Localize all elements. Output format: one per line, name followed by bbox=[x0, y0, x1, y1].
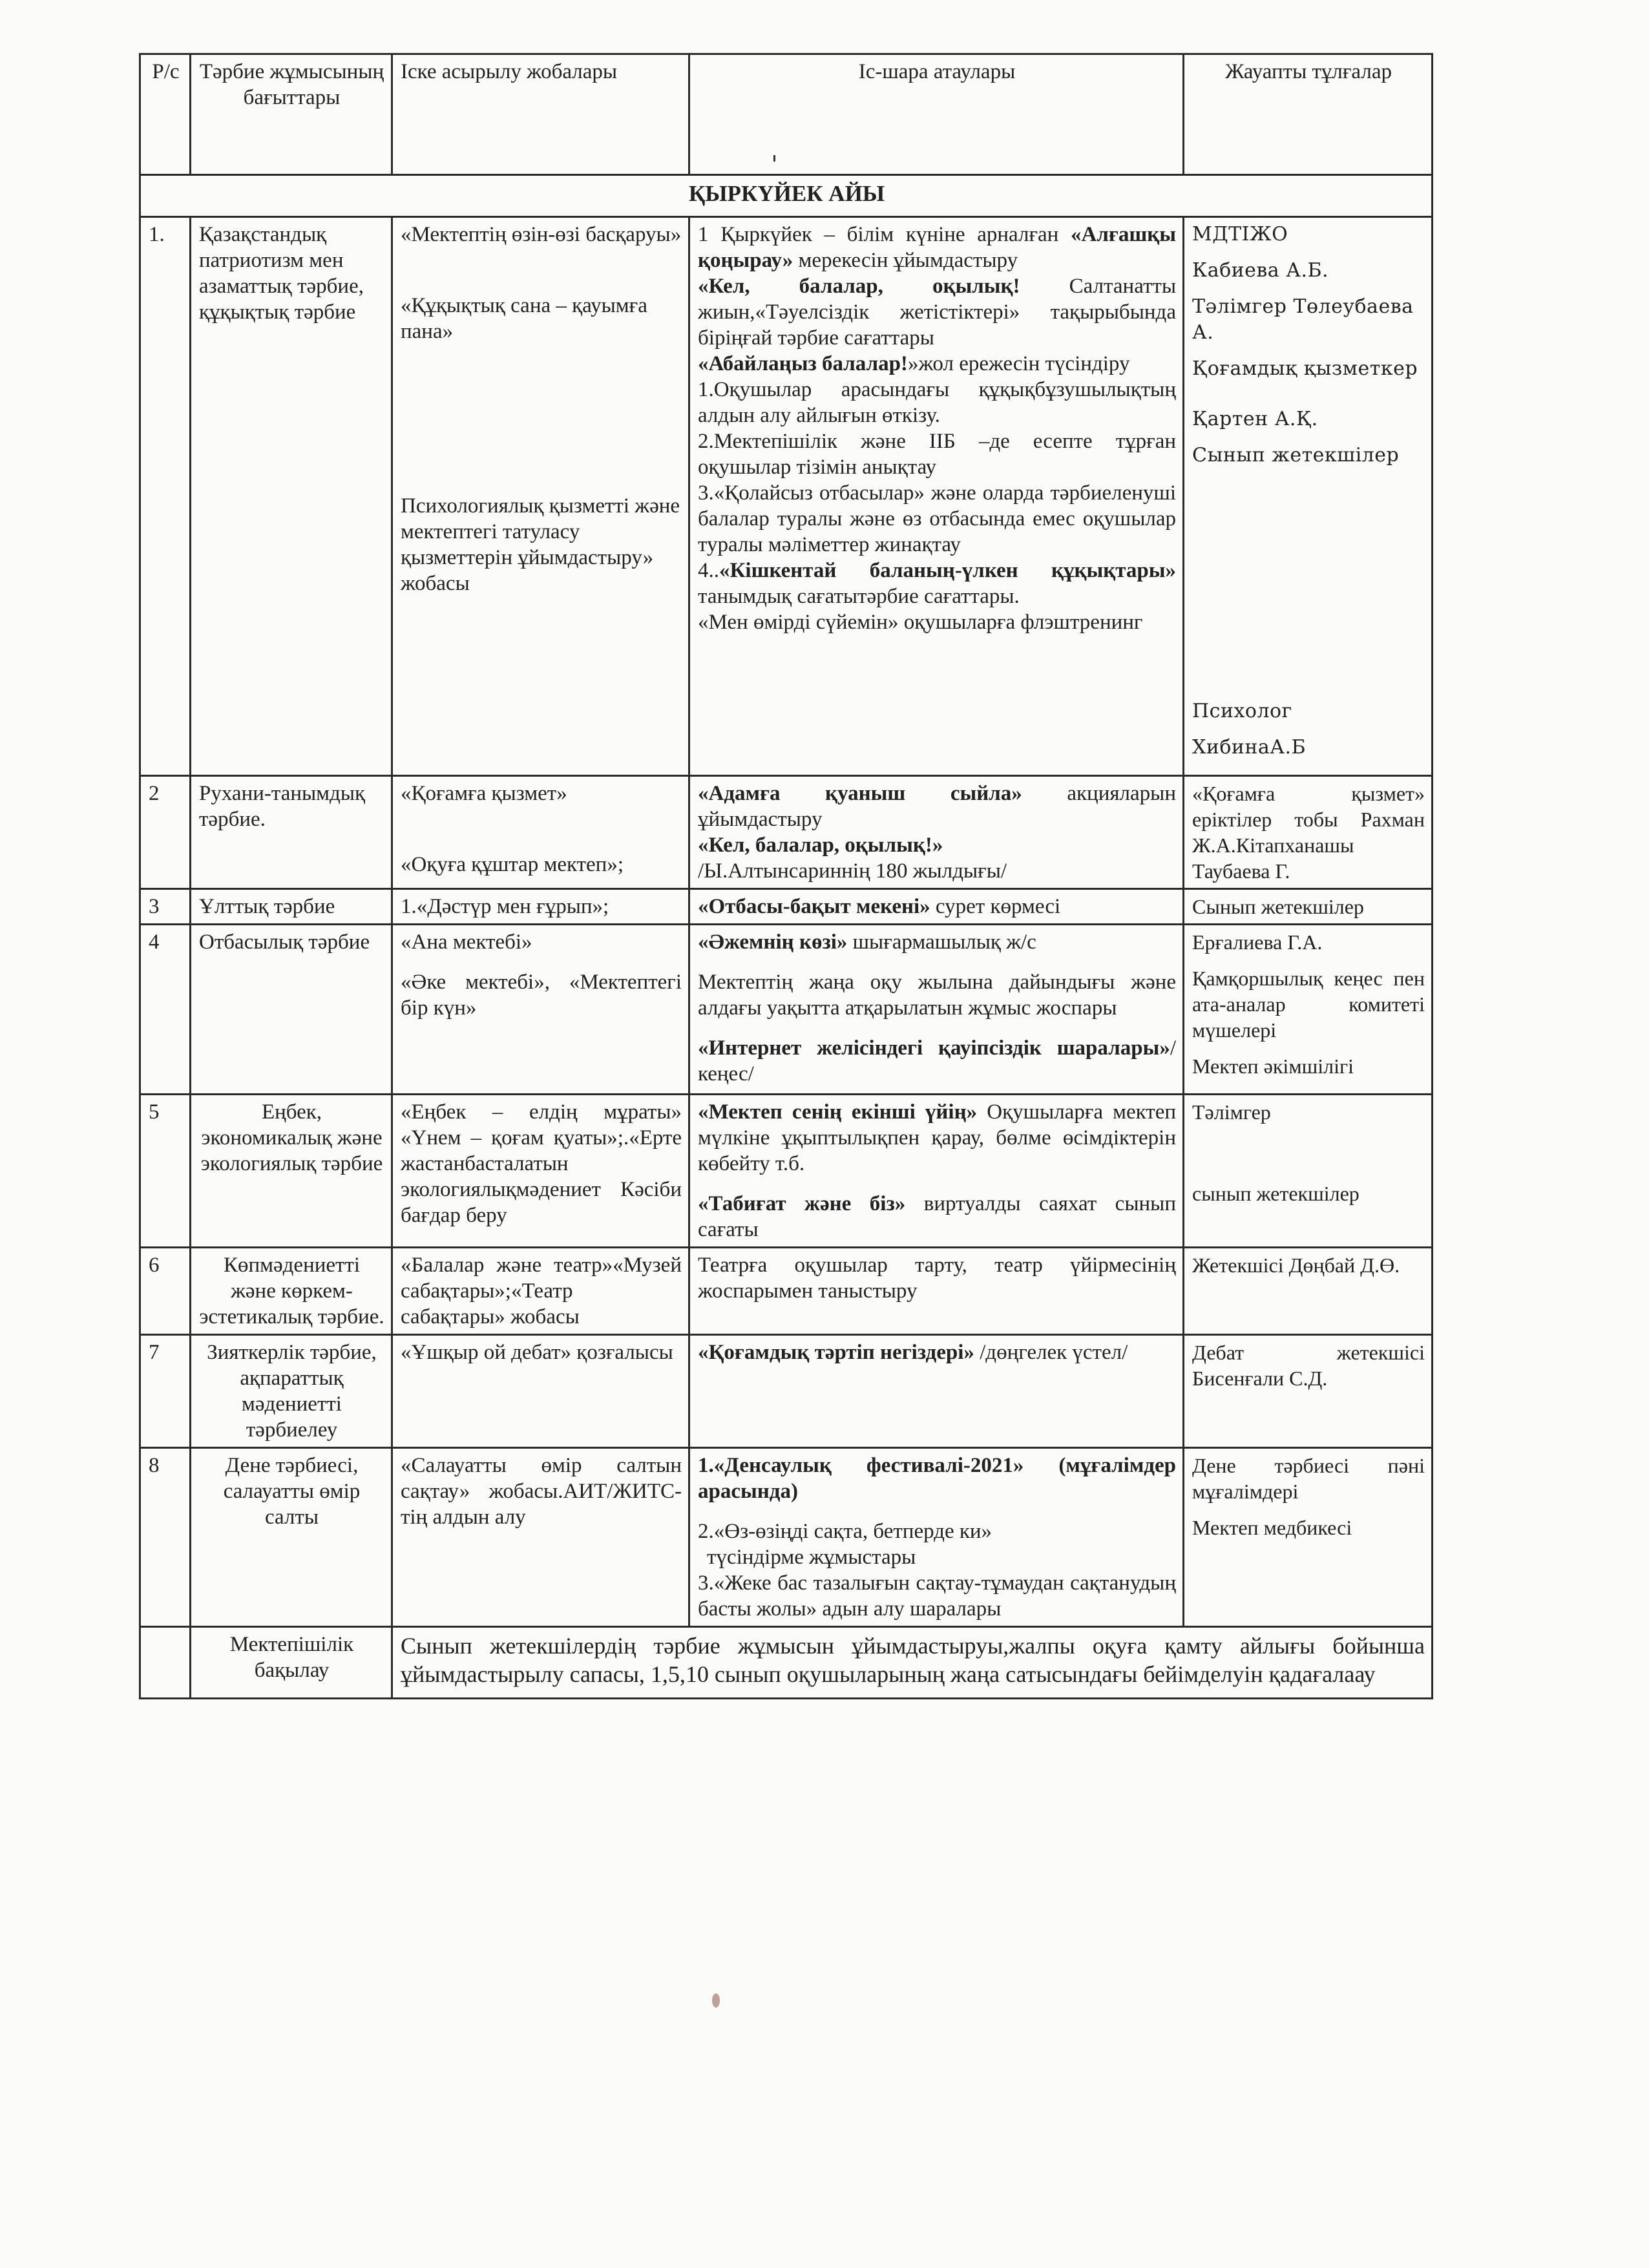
project-item: Психологиялық қызметті және мектептегі татуласу қызметтерін ұйымдастыру» жобасы bbox=[401, 494, 680, 595]
project-item: «Құқықтық сана – қауымға пана» bbox=[401, 294, 647, 343]
table-row bbox=[140, 1248, 1433, 1335]
row-responsible: Сынып жетекшілер bbox=[1184, 889, 1433, 925]
table-row bbox=[140, 217, 1433, 776]
table-row bbox=[140, 1335, 1433, 1448]
header-projects: Іске асырылу жобалары bbox=[392, 54, 689, 175]
responsible-item: Қоғамдық қызметкер bbox=[1192, 357, 1418, 380]
event-text: 1.Оқушылар арасындағы құқықбұзушылықтың алдын алу айлығын өткізу. bbox=[698, 378, 1176, 427]
row-responsible bbox=[1184, 1448, 1433, 1627]
row-projects bbox=[392, 217, 689, 776]
row-projects bbox=[392, 889, 689, 925]
project-item: «Мектептің өзін-өзі басқаруы» bbox=[401, 223, 682, 246]
row-num bbox=[140, 1627, 191, 1699]
event-text: Мектептің жаңа оқу жылына дайындығы және алдағы уақытта атқарылатын жұмыс жоспары bbox=[698, 971, 1176, 1020]
event-text: «Кел, балалар, оқылық! Салтанатты жиын,«Тәуелсіздік жетістіктері» тақырыбында біріңғай тәрбие сағаттары bbox=[698, 275, 1176, 350]
project-item: «Ана мектебі» bbox=[401, 930, 532, 954]
table-header-row bbox=[140, 54, 1433, 175]
control-text: Сынып жетекшілердің тәрбие жұмысын ұйымдастыруы,жалпы оқуға қамту айлығы бойынша ұйымдастырылу сапасы, 1,5,10 сынып оқушыларының жаңа сатысындағы бейімделуін қадағалаау bbox=[392, 1627, 1433, 1699]
row-events bbox=[689, 217, 1184, 776]
responsible-item: Сынып жетекшілер bbox=[1192, 444, 1400, 467]
project-item: 1.«Дәстүр мен ғұрып»; bbox=[401, 895, 609, 918]
event-text: /Ы.Алтынсариннің 180 жылдығы/ bbox=[698, 859, 1007, 883]
row-responsible: Дебат жетекшісі Бисенғали С.Д. bbox=[1184, 1335, 1433, 1448]
responsible-item: Дене тәрбиесі пәні мұғалімдері bbox=[1192, 1454, 1425, 1503]
row-events bbox=[689, 1248, 1184, 1335]
row-projects bbox=[392, 925, 689, 1095]
responsible-item: Қартен А.Қ. bbox=[1192, 408, 1318, 430]
responsible-item: Тәлімгер bbox=[1192, 1100, 1271, 1124]
project-item: «Еңбек – елдің мұраты» «Үнем – қоғам қуаты»;.«Ерте жастанбасталатын экологиялықмәдениет Кәсіби бағдар беру bbox=[401, 1100, 682, 1227]
control-row bbox=[140, 1627, 1433, 1699]
responsible-item: Қамқоршылық кеңес пен ата-аналар комитеті мүшелері bbox=[1192, 967, 1425, 1042]
event-text: 2.Мектепішілік және ІІБ –де есепте тұрған оқушылар тізімін анықтау bbox=[698, 430, 1176, 479]
row-num: 7 bbox=[140, 1335, 191, 1448]
row-events bbox=[689, 925, 1184, 1095]
event-text: 4..«Кішкентай баланың-үлкен құқықтары» танымдық сағатытәрбие сағаттары. bbox=[698, 559, 1176, 608]
responsible-item: ХибинаА.Б bbox=[1192, 736, 1307, 759]
event-text: «Мектеп сенің екінші үйің» Оқушыларға мектеп мүлкіне ұқыптылықпен қарау, бөлме өсімдіктерін көбейту т.б. bbox=[698, 1100, 1176, 1175]
row-events bbox=[689, 889, 1184, 925]
row-projects bbox=[392, 776, 689, 889]
row-projects bbox=[392, 1095, 689, 1248]
row-projects bbox=[392, 1335, 689, 1448]
row-projects bbox=[392, 1448, 689, 1627]
header-direction: Тәрбие жұмысының бағыттары bbox=[191, 54, 392, 175]
control-label: Мектепішілік бақылау bbox=[191, 1627, 392, 1699]
event-text: «Абайлаңыз балалар!»жол ережесін түсіндіру bbox=[698, 352, 1130, 375]
responsible-item: МДТІЖО bbox=[1192, 223, 1288, 246]
event-text: 2.«Өз-өзіңді сақта, бетперде ки» bbox=[698, 1520, 993, 1543]
event-text: 1 Қыркүйек – білім күніне арналған «Алғашқы қоңырау» мерекесін ұйымдастыру bbox=[698, 223, 1176, 272]
project-item: «Ұшқыр ой дебат» қозғалысы bbox=[401, 1341, 673, 1364]
row-num: 4 bbox=[140, 925, 191, 1095]
table-row bbox=[140, 889, 1433, 925]
row-num: 8 bbox=[140, 1448, 191, 1627]
row-num: 1. bbox=[140, 217, 191, 776]
header-responsible: Жауапты тұлғалар bbox=[1184, 54, 1433, 175]
responsible-item: Мектеп әкімшілігі bbox=[1192, 1055, 1354, 1078]
row-events bbox=[689, 1448, 1184, 1627]
row-projects bbox=[392, 1248, 689, 1335]
row-num: 5 bbox=[140, 1095, 191, 1248]
event-text: «Мен өмірді сүйемін» оқушыларға флэштренинг bbox=[698, 611, 1143, 634]
row-direction: Дене тәрбиесі, салауатты өмір салты bbox=[191, 1448, 392, 1627]
responsible-item: Ерғалиева Г.А. bbox=[1192, 930, 1323, 954]
row-responsible: Жетекшісі Дөңбай Д.Ө. bbox=[1184, 1248, 1433, 1335]
responsible-item: Тәлімгер Төлеубаева А. bbox=[1192, 295, 1414, 344]
event-text: «Табиғат және біз» виртуалды саяхат сынып сағаты bbox=[698, 1192, 1176, 1241]
row-direction: Рухани-танымдық тәрбие. bbox=[191, 776, 392, 889]
row-direction: Еңбек, экономикалық және экологиялық тәрбие bbox=[191, 1095, 392, 1248]
event-text: «Кел, балалар, оқылық!» bbox=[698, 834, 943, 857]
row-direction: Көпмәдениетті және көркем-эстетикалық тәрбие. bbox=[191, 1248, 392, 1335]
scan-stain bbox=[712, 1993, 720, 2008]
table-row bbox=[140, 1448, 1433, 1627]
event-text: «Адамға қуаныш сыйла» акцияларын ұйымдастыру bbox=[698, 782, 1176, 831]
table-row bbox=[140, 1095, 1433, 1248]
event-text: түсіндірме жұмыстары bbox=[707, 1546, 916, 1569]
row-responsible bbox=[1184, 925, 1433, 1095]
event-text: 3.«Қолайсыз отбасылар» және оларда тәрбиеленуші балалар туралы және өз отбасында емес оқушылар туралы мәліметтер жинақтау bbox=[698, 481, 1176, 556]
responsible-item: Психолог bbox=[1192, 700, 1292, 722]
header-events: Іс-шара атаулары bbox=[689, 54, 1184, 175]
scan-mark bbox=[773, 155, 775, 162]
responsible-item: Мектеп медбикесі bbox=[1192, 1516, 1352, 1539]
event-text: 3.«Жеке бас тазалығын сақтау-тұмаудан сақтанудың басты жолы» адын алу шаралары bbox=[698, 1571, 1176, 1621]
row-num: 6 bbox=[140, 1248, 191, 1335]
row-direction: Зияткерлік тәрбие, ақпараттық мәдениетті тәрбиелеу bbox=[191, 1335, 392, 1448]
project-item: «Оқуға құштар мектеп»; bbox=[401, 853, 624, 876]
row-direction: Қазақстандық патриотизм мен азаматтық тәрбие, құқықтық тәрбие bbox=[191, 217, 392, 776]
event-text: «Қоғамдық тәртіп негіздері» /дөңгелек үстел/ bbox=[698, 1341, 1128, 1364]
responsible-item: сынып жетекшілер bbox=[1192, 1182, 1360, 1205]
row-num: 2 bbox=[140, 776, 191, 889]
table-row bbox=[140, 776, 1433, 889]
row-direction: Отбасылық тәрбие bbox=[191, 925, 392, 1095]
row-events bbox=[689, 1095, 1184, 1248]
table-row bbox=[140, 925, 1433, 1095]
row-responsible bbox=[1184, 217, 1433, 776]
event-text: «Интернет желісіндегі қауіпсіздік шаралары»/кеңес/ bbox=[698, 1036, 1176, 1086]
event-text: «Отбасы-бақыт мекені» сурет көрмесі bbox=[698, 895, 1061, 918]
row-events bbox=[689, 1335, 1184, 1448]
event-text: Театрға оқушылар тарту, театр үйірмесінің жоспарымен таныстыру bbox=[698, 1254, 1176, 1303]
row-num: 3 bbox=[140, 889, 191, 925]
row-responsible bbox=[1184, 1095, 1433, 1248]
project-item: «Әке мектебі», «Мектептегі бір күн» bbox=[401, 971, 682, 1020]
education-plan-table bbox=[139, 53, 1433, 1699]
project-item: «Салауатты өмір салтын сақтау» жобасы.АИТ/ЖИТС-тің алдын алу bbox=[401, 1454, 682, 1529]
month-title: ҚЫРКҮЙЕК АЙЫ bbox=[140, 175, 1433, 217]
row-events bbox=[689, 776, 1184, 889]
event-text: 1.«Денсаулық фестивалі-2021» (мұғалімдер арасында) bbox=[698, 1454, 1176, 1503]
month-row bbox=[140, 175, 1433, 217]
event-text: «Әжемнің көзі» шығармашылық ж/с bbox=[698, 930, 1036, 954]
header-num: Р/с bbox=[140, 54, 191, 175]
row-responsible: «Қоғамға қызмет» еріктілер тобы Рахман Ж.А.Кітапханашы Таубаева Г. bbox=[1184, 776, 1433, 889]
project-item: «Балалар және театр»«Музей сабақтары»;«Театр сабақтары» жобасы bbox=[401, 1254, 682, 1328]
project-item: «Қоғамға қызмет» bbox=[401, 782, 567, 805]
responsible-item: Кабиева А.Б. bbox=[1192, 259, 1329, 282]
row-direction: Ұлттық тәрбие bbox=[191, 889, 392, 925]
